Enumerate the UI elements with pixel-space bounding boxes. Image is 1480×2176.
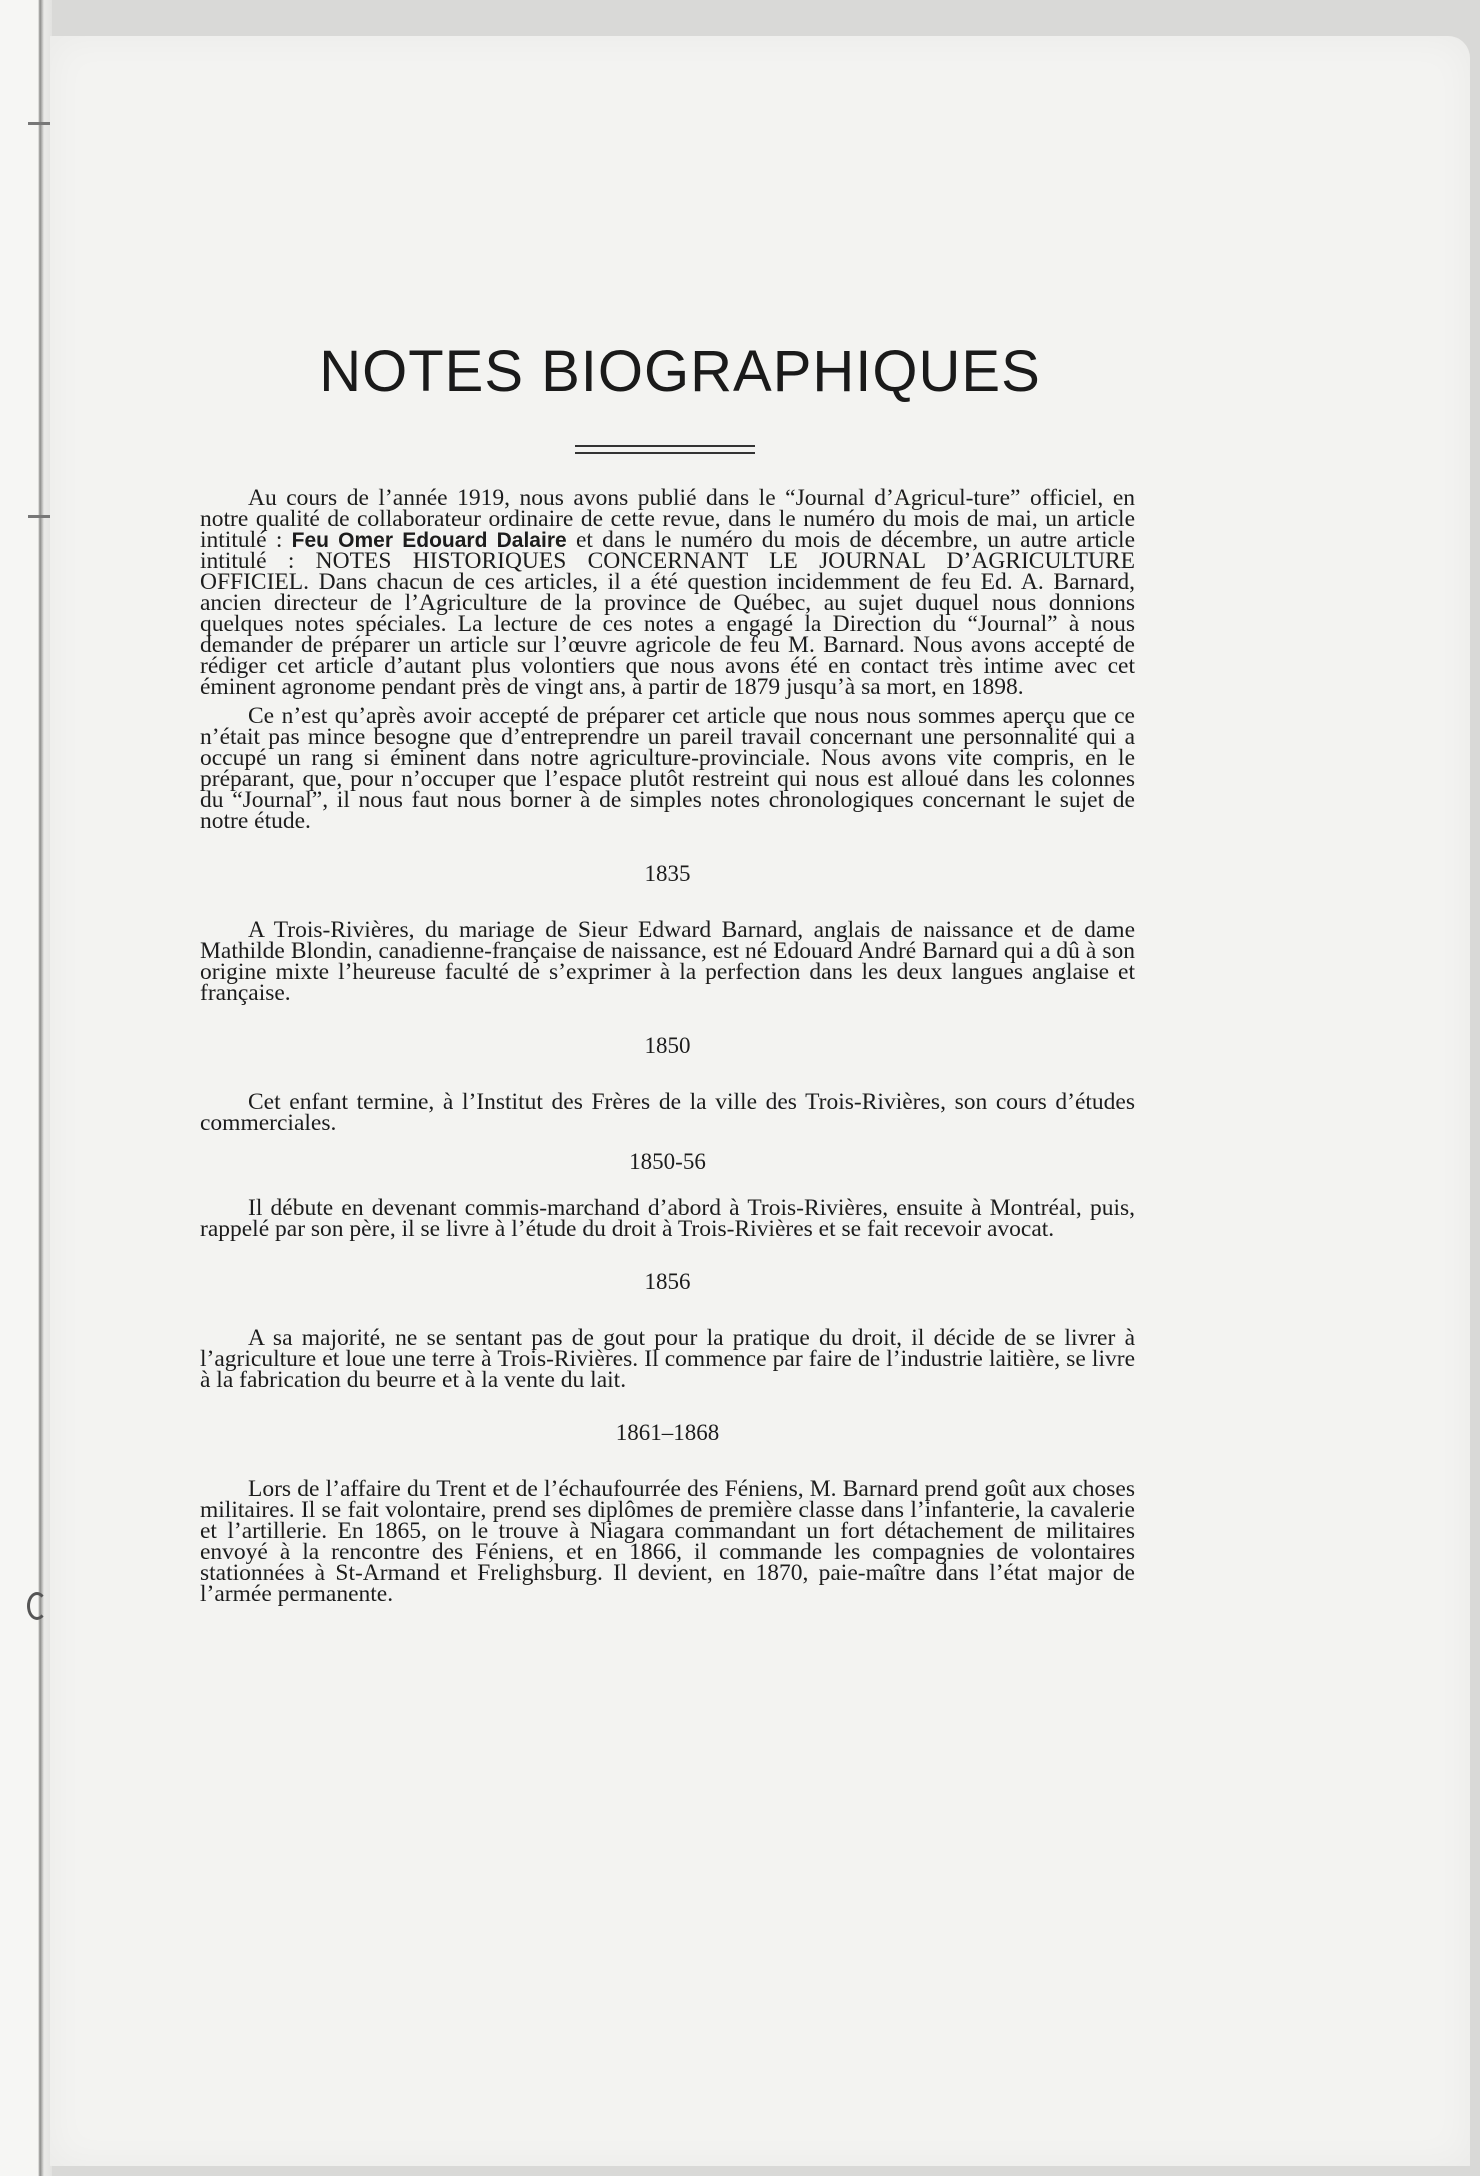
binding-mark	[28, 122, 52, 125]
page-title: NOTES BIOGRAPHIQUES	[319, 339, 1041, 404]
entry-paragraph: A sa majorité, ne se sentant pas de gout pour la pratique du droit, il décide de se livrer à l’agriculture et loue une terre à Trois-Rivières. Il commence par faire de l’industrie laitière, se livre à la fabrication du beurre et à la vente du lait.	[200, 1325, 1135, 1393]
year-heading: 1850-56	[629, 1149, 706, 1174]
binding-hook	[27, 1592, 47, 1620]
year-heading: 1861–1868	[615, 1420, 720, 1445]
entry-paragraph: Cet enfant termine, à l’Institut des Frères de la ville des Trois-Rivières, son cours d’études commerciales.	[200, 1089, 1135, 1136]
entry-paragraph: A Trois-Rivières, du mariage de Sieur Edward Barnard, anglais de naissance et de dame Mathilde Blondin, canadienne-française de naissance, est né Edouard André Barnard qui a dû à son origine mixte l’heureuse faculté de s’exprimer à la perfection dans les deux langues anglaise et française.	[200, 917, 1135, 1006]
article-body	[200, 485, 1136, 1607]
title-rule-top	[575, 445, 755, 447]
year-heading: 1856	[644, 1269, 691, 1294]
binding-gutter	[0, 0, 52, 2176]
title-rule-bottom	[575, 452, 755, 454]
intro-text-1: Au cours de l’année 1919, nous avons publié dans le “Journal d’Agricul-ture” officiel, en notre qualité de collaborateur ordinaire de cette revue, dans le numéro du mois de mai, un article intitulé :	[200, 485, 1135, 553]
year-heading: 1850	[644, 1033, 691, 1058]
intro-text-2: et dans le numéro du mois de décembre, un autre article intitulé : NOTES HISTORIQUES CONCERNANT LE JOURNAL D’AGRICULTURE OFFICIEL. Dans chacun de ces articles, il a été question incidemment de feu Ed. A. Barnard, ancien directeur de l’Agriculture de la province de Québec, au sujet duquel nous donnions quelques notes spéciales. La lecture de ces notes a engagé la Direction du “Journal” à nous demander de préparer un article sur l’œuvre agricole de feu M. Barnard. Nous avons accepté de rédiger cet article d’autant plus volontiers que nous avons été en contact très intime avec cet éminent agronome pendant près de vingt ans, à partir de 1879 jusqu’à sa mort, en 1898.	[200, 527, 1136, 700]
entry-paragraph: Lors de l’affaire du Trent et de l’échaufourrée des Féniens, M. Barnard prend goût aux choses militaires. Il se fait volontaire, prend ses diplômes de première classe dans l’infanterie, la cavalerie et l’artillerie. En 1865, on le trouve à Niagara commandant un fort détachement de militaires envoyé à la rencontre des Féniens, et en 1866, il commande les compagnies de volontaires stationnées à St-Armand et Frelighsburg. Il devient, en 1870, paie-maître dans l’état major de l’armée permanente.	[200, 1476, 1135, 1607]
year-heading: 1835	[644, 861, 691, 886]
entry-paragraph: Il débute en devenant commis-marchand d’abord à Trois-Rivières, ensuite à Montréal, puis, rappelé par son père, il se livre à l’étude du droit à Trois-Rivières et se fait recevoir avocat.	[200, 1195, 1135, 1242]
intro-paragraph-2: Ce n’est qu’après avoir accepté de préparer cet article que nous nous sommes aperçu que ce n’était pas mince besogne que d’entreprendre un pareil travail concernant une personnalité qui a occupé un rang si éminent dans notre agriculture-provinciale. Nous avons vite compris, en le préparant, que, pour n’occuper que l’espace plutôt restreint qui nous est alloué dans les colonnes du “Journal”, il nous faut nous borner à de simples notes chronologiques concernant le sujet de notre étude.	[200, 703, 1135, 834]
intro-paragraph-1	[200, 485, 1136, 700]
article-title-bold: Feu Omer Edouard Dalaire	[291, 529, 567, 552]
binding-mark	[28, 515, 52, 518]
